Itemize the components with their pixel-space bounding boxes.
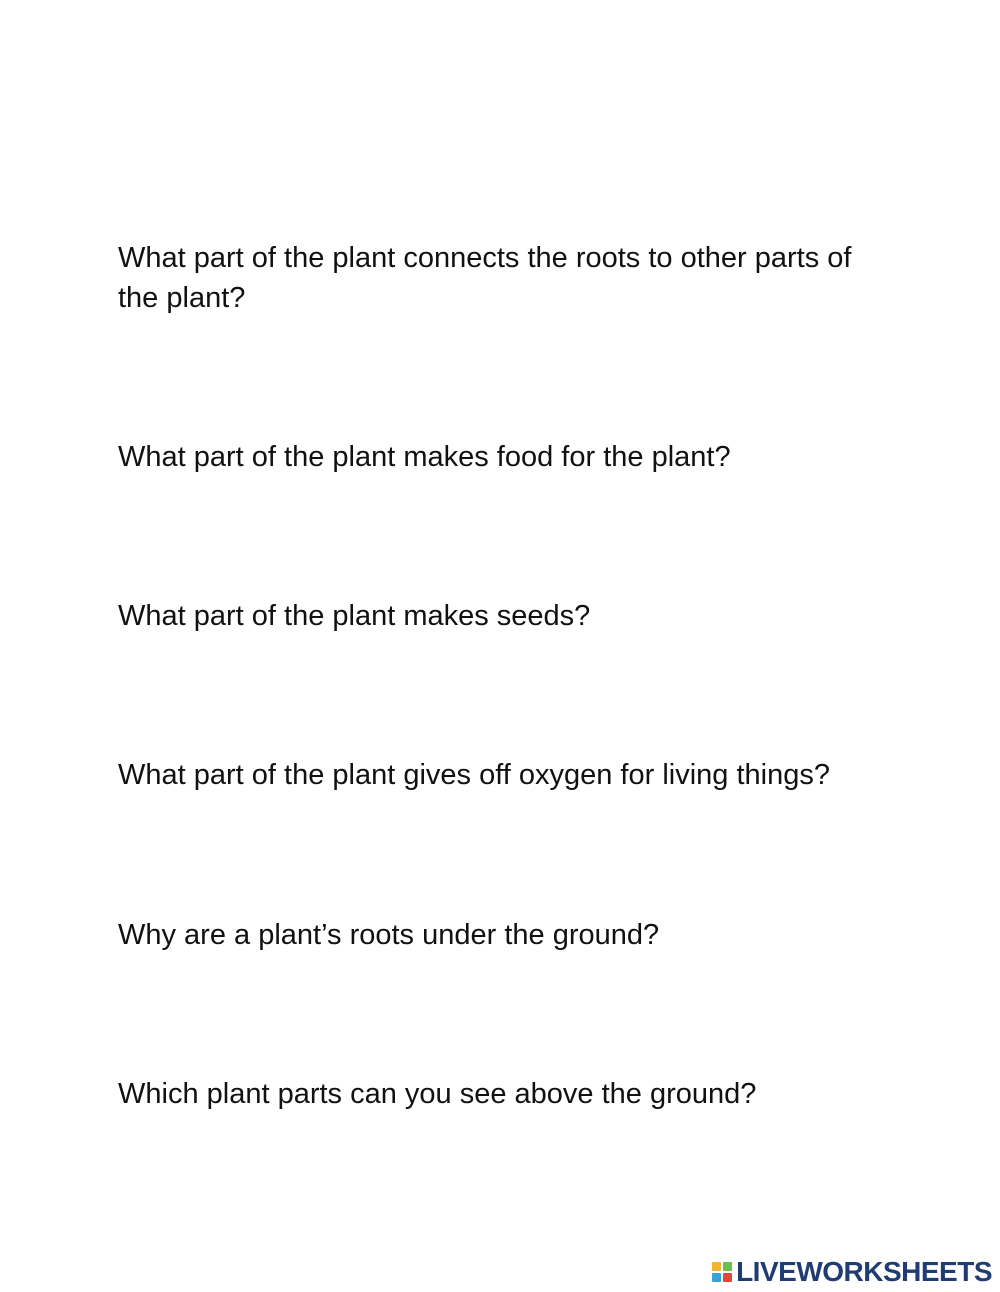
liveworksheets-wordmark: LIVEWORKSHEETS [736,1256,992,1287]
question-5: Why are a plant’s roots under the ground? [118,919,660,951]
question-3: What part of the plant makes seeds? [118,600,591,632]
liveworksheets-logo-icon [712,1262,732,1282]
logo-square-3 [712,1273,721,1282]
question-1: What part of the plant connects the roots to other parts of the plant? [118,242,852,314]
logo-square-2 [723,1262,732,1271]
question-2: What part of the plant makes food for the plant? [118,441,731,473]
question-4: What part of the plant gives off oxygen for living things? [118,759,830,791]
liveworksheets-logo [712,1252,992,1292]
logo-square-4 [723,1273,732,1282]
logo-square-1 [712,1262,721,1271]
question-6: Which plant parts can you see above the ground? [118,1078,757,1110]
